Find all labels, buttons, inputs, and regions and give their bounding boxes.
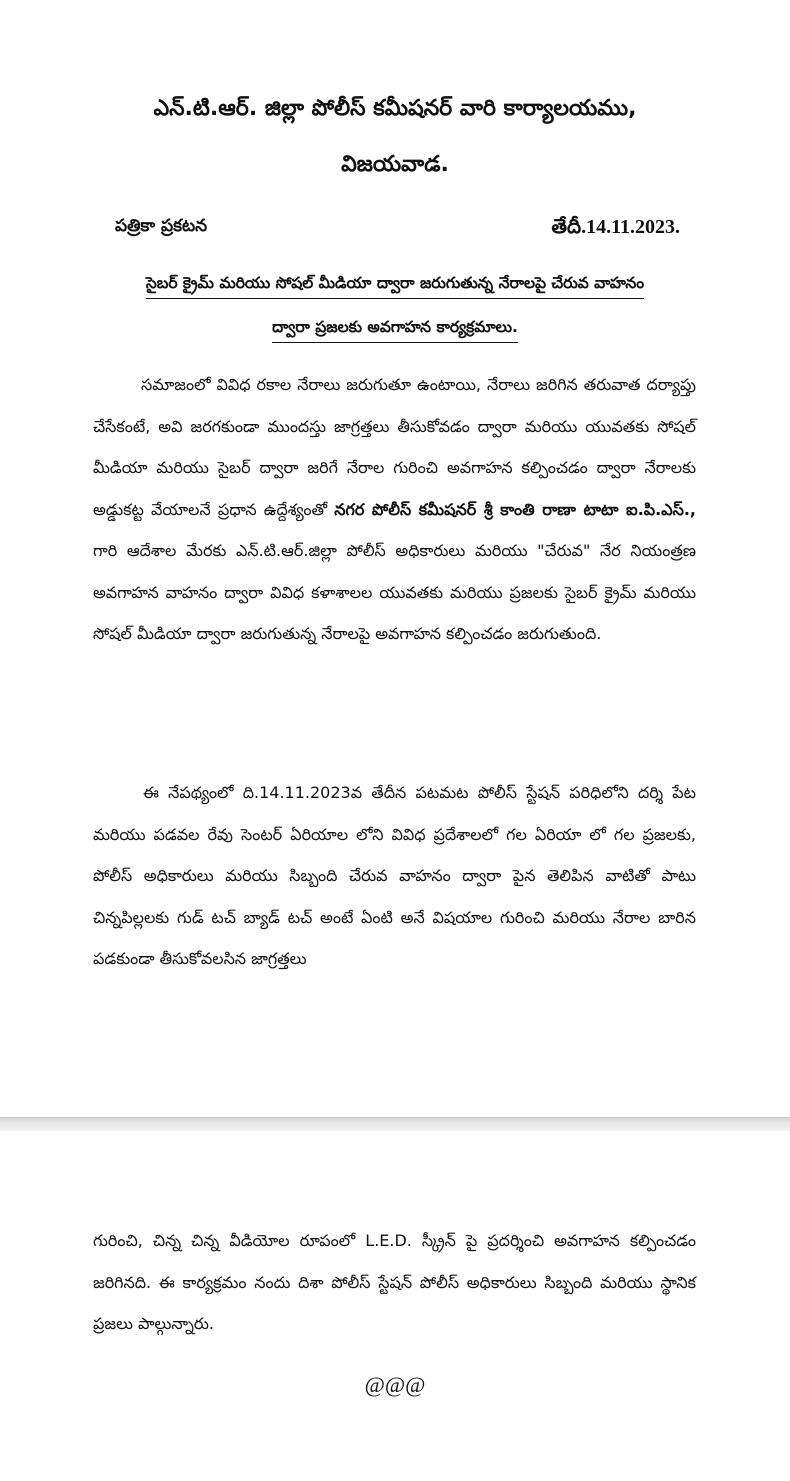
end-mark: @@@	[364, 1372, 426, 1397]
para1-text-start: సమాజంలో వివిధ రకాల నేరాలు జరుగుతూ ఉంటాయి, నేరాలు జరిగిన తరువాత దర్యాప్తు చేసేకంటే, అవి జరగకుండా ముందస్తు జాగ్రత్తలు తీసుకోవడం ద్వారా మరియు యువతకు సోషల్ మీడియా మరియు సైబర్ ద్వారా జరిగే నేరాల గురించి అవగాహన కల్పించడం ద్వారా నేరాలకు అడ్డుకట్ట వేయాలనే ప్రధాన ఉద్దేశ్యంతో	[93, 375, 696, 519]
headline-line-1-text: సైబర్ క్రైమ్ మరియు సోషల్ మీడియా ద్వారా జరుగుతున్న నేరాలపై చేరువ వాహనం	[146, 274, 644, 299]
press-release-label: పత్రికా ప్రకటన	[115, 216, 208, 236]
body-paragraph-1	[93, 364, 696, 655]
office-title: ఎన్.టి.ఆర్. జిల్లా పోలీస్ కమీషనర్ వారి కార్యాలయము,	[153, 96, 637, 121]
office-city: విజయవాడ.	[341, 152, 449, 177]
para1-text-end: గారి ఆదేశాల మేరకు ఎన్.టి.ఆర్.జిల్లా పోలీస్ అధికారులు మరియు "చేరువ" నేర నియంత్రణ అవగాహన వాహనం ద్వారా వివిధ కళాశాలల యువతకు మరియు ప్రజలకు సైబర్ క్రైమ్ మరియు సోషల్ మీడియా ద్వారా జరుగుతున్న నేరాలపై అవగాహన కల్పించడం జరుగుతుంది.	[93, 541, 696, 643]
headline-line-2	[0, 318, 790, 340]
document-page-2	[0, 1131, 790, 1481]
commissioner-name: నగర పోలీస్ కమీషనర్ శ్రీ కాంతి రాణా టాటా ఐ.పి.ఎస్.,	[334, 499, 696, 519]
headline-line-1	[0, 274, 790, 296]
headline-line-2-text: ద్వారా ప్రజలకు అవగాహన కార్యక్రమాలు.	[272, 318, 518, 343]
press-date: తేదీ.14.11.2023.	[551, 216, 680, 238]
body-paragraph-2: ఈ నేపథ్యంలో ది.14.11.2023వ తేదీన పటమట పోలీస్ స్టేషన్ పరిధిలోని దర్శి పేట మరియు పడవల రేవు సెంటర్ ఏరియాల లోని వివిధ ప్రదేశాలలో గల ఏరియా లో గల ప్రజలకు, పోలీస్ అధికారులు మరియు సిబ్బంది చేరువ వాహనం ద్వారా పైన తెలిపిన వాటితో పాటు చిన్నపిల్లలకు గుడ్ టచ్ బ్యాడ్ టచ్ అంటే ఏంటి అనే విషయాల గురించి మరియు నేరాల బారిన పడకుండా తీసుకోవలసిన జాగ్రత్తలు	[93, 783, 696, 968]
press-meta-row	[115, 216, 680, 244]
body-paragraph-3: గురించి, చిన్న చిన్న వీడియోల రూపంలో L.E.D. స్క్రీన్ పై ప్రదర్శించి అవగాహన కల్పించడం జరిగినది. ఈ కార్యక్రమం నందు దిశా పోలీస్ స్టేషన్ పోలీస్ అధికారులు సిబ్బంది మరియు స్థానిక ప్రజలు పాల్గున్నారు.	[93, 1231, 696, 1333]
